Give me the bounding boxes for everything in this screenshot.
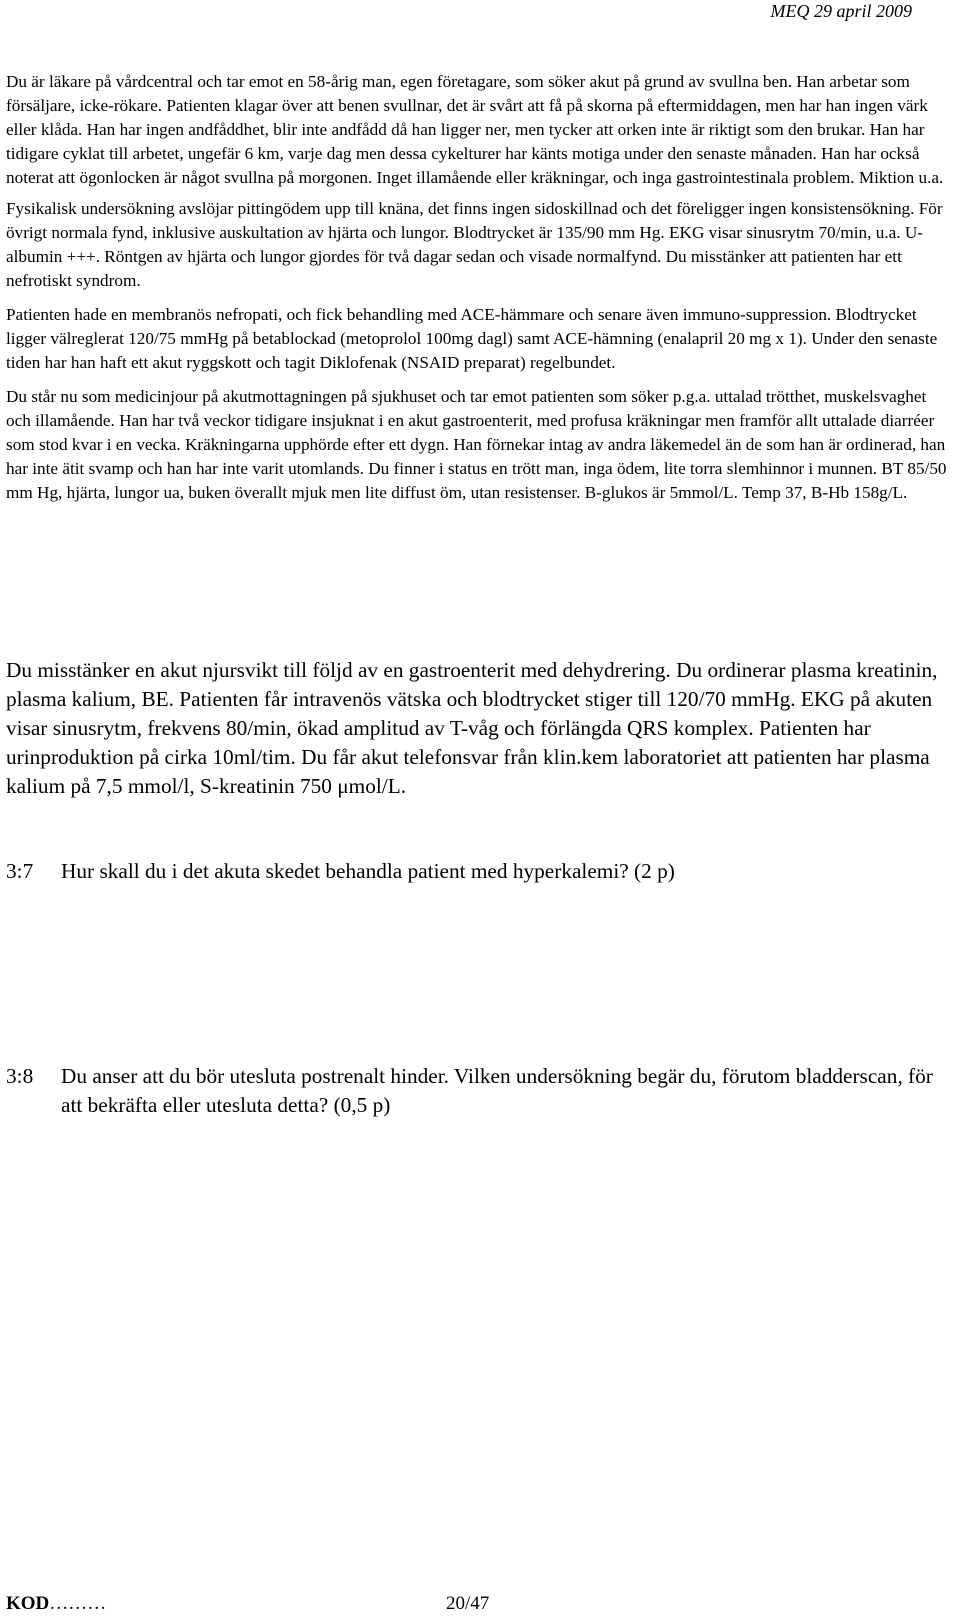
case-paragraph-treatment: Patienten hade en membranös nefropati, och fick behandling med ACE-hämmare och senare även immuno-suppression. Blodtrycket ligger välreglerat 120/75 mmHg på betablockad (metoprolol 100mg dagl) samt ACE-hämning (enalapril 20 mg x 1). Under den senaste tiden har han haft ett akut ryggskott och tagit Diklofenak (NSAID preparat) regelbundet.	[6, 305, 938, 372]
question-number: 3:8	[6, 1064, 34, 1088]
case-description	[6, 70, 948, 515]
case-paragraph-history: Du är läkare på vårdcentral och tar emot en 58-årig man, egen företagare, som söker akut på grund av svullna ben. Han arbetar som försäljare, icke-rökare. Patienten klagar över att benen svullnar, det är svårt att få på skorna på eftermiddagen, men har han ingen värk eller klåda. Han har ingen andfåddhet, blir inte andfådd då han ligger ner, men tycker att orken inte är riktigt som den brukar. Han har tidigare cyklat till arbetet, ungefär 6 km, varje dag men dessa cykelturer har känts motiga under den senaste månaden. Han har också noterat att ögonlocken är något svullna på morgonen. Inget illamående eller kräkningar, och inga gastrointestinala problem. Miktion u.a.	[6, 72, 944, 187]
question-text: Hur skall du i det akuta skedet behandla patient med hyperkalemi? (2 p)	[61, 859, 675, 883]
case-paragraph-emergency: Du står nu som medicinjour på akutmottagningen på sjukhuset och tar emot patienten som söker p.g.a. uttalad trötthet, muskelsvaghet och illamående. Han har två veckor tidigare insjuknat i en akut gastroenterit, med profusa kräkningar men framför allt uttalade diarréer som stod kvar i en vecka. Kräkningarna upphörde efter ett dygn. Han förnekar intag av andra läkemedel än de som han är ordinerad, han har inte ätit svamp och han har inte varit utomlands. Du finner i status en trött man, inga ödem, lite torra slemhinnor i munnen. BT 85/50 mm Hg, hjärta, lungor ua, buken överallt mjuk men lite diffust öm, utan resistenser. B-glukos är 5mmol/L. Temp 37, B-Hb 158g/L.	[6, 387, 947, 502]
code-dots: ………	[49, 1593, 107, 1614]
code-field	[6, 1592, 446, 1616]
case-paragraph-examination: Fysikalisk undersökning avslöjar pittingödem upp till knäna, det finns ingen sidoskillnad och det föreligger ingen konsistensökning. För övrigt normala fynd, inklusive auskultation av hjärta och lungor. Blodtrycket är 135/90 mm Hg. EKG visar sinusrytm 70/min, u.a. U-albumin +++. Röntgen av hjärta och lungor gjordes för två dagar sedan och visade normalfynd. Du misstänker att patienten har ett nefrotiskt syndrom.	[6, 199, 943, 290]
scenario-text: Du misstänker en akut njursvikt till följd av en gastroenterit med dehydrering. Du ordinerar plasma kreatinin, plasma kalium, BE. Patienten får intravenös vätska och blodtrycket stiger till 120/70 mmHg. EKG på akuten visar sinusrytm, frekvens 80/min, ökad amplitud av T-våg och förlängda QRS komplex. Patienten har urinproduktion på cirka 10ml/tim. Du får akut telefonsvar från klin.kem laboratoriet att patienten har plasma kalium på 7,5 mmol/l, S-kreatinin 750 μmol/L.	[6, 658, 938, 798]
code-label: KOD	[6, 1593, 50, 1614]
header-title: MEQ 29 april 2009	[770, 1, 912, 21]
question-3-7	[6, 857, 948, 886]
question-3-8	[6, 1062, 948, 1120]
question-number: 3:7	[6, 859, 34, 883]
page-footer	[6, 1592, 606, 1616]
question-text: Du anser att du bör utesluta postrenalt hinder. Vilken undersökning begär du, förutom bladderscan, för att bekräfta eller utesluta detta? (0,5 p)	[61, 1064, 933, 1117]
page-header	[771, 0, 913, 22]
page-number: 20/47	[446, 1593, 490, 1614]
